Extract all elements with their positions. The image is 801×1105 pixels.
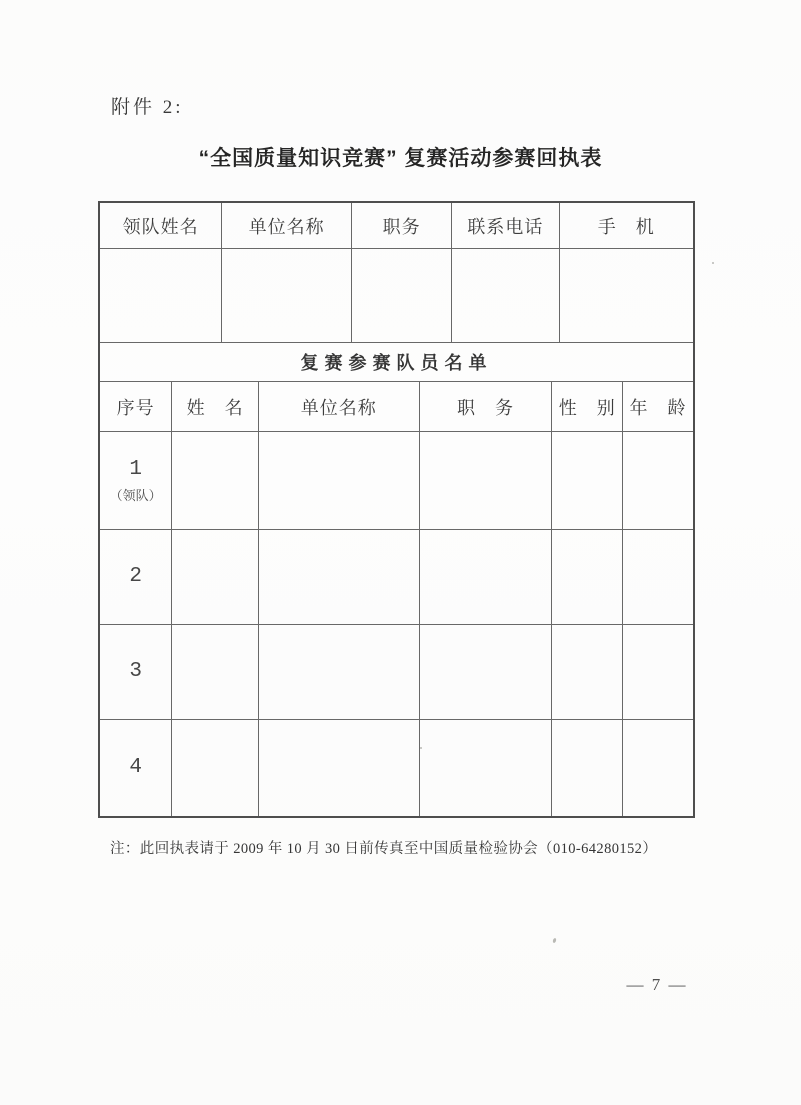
scan-speckle: [712, 262, 714, 264]
roster-row-2: [100, 530, 693, 625]
empty-cell: [623, 625, 693, 719]
empty-cell: [259, 432, 420, 529]
roster-header-position: 职 务: [420, 382, 553, 431]
leader-header-mobile: 手 机: [597, 216, 655, 237]
roster-header-age: 年 龄: [629, 397, 687, 418]
fax-footnote: 注：此回执表请于 2009 年 10 月 30 日前传真至中国质量检验协会（010-64280152）: [110, 841, 658, 857]
row-number-cell: [100, 720, 172, 816]
leader-header-unit: 单位名称: [222, 203, 352, 248]
row-number-cell: [100, 432, 172, 529]
attachment-label: 附件 2:: [111, 97, 184, 118]
scan-speckle: [552, 938, 556, 944]
empty-cell: [623, 530, 693, 624]
roster-header-no: 序号: [100, 382, 172, 431]
empty-cell: [623, 432, 693, 529]
row-number: 2: [129, 565, 142, 589]
roster-row-3: [100, 625, 693, 720]
empty-cell: [420, 625, 553, 719]
row-number-cell: [100, 530, 172, 624]
empty-cell: [420, 432, 553, 529]
roster-header-unit: 单位名称: [259, 382, 420, 431]
empty-cell: [552, 625, 623, 719]
roster-row-1: [100, 432, 693, 530]
empty-cell: [552, 530, 623, 624]
row-number-cell: [100, 625, 172, 719]
empty-cell: [172, 625, 259, 719]
page-number: — 7 —: [626, 975, 688, 994]
leader-position-cell: [352, 249, 452, 342]
leader-header-position: 职务: [352, 203, 452, 248]
empty-cell: [420, 720, 553, 816]
leader-mobile-cell: [560, 249, 693, 342]
scan-speckle: [420, 747, 422, 749]
empty-cell: [552, 720, 623, 816]
leader-header-name: 领队姓名: [100, 203, 222, 248]
leader-phone-cell: [452, 249, 559, 342]
roster-row-4: [100, 720, 693, 816]
empty-cell: [420, 530, 553, 624]
empty-cell: [259, 530, 420, 624]
reply-form-table: [98, 201, 695, 818]
empty-cell: [172, 530, 259, 624]
leader-name-cell: [100, 249, 222, 342]
roster-section-title: 复赛参赛队员名单: [100, 343, 693, 382]
leader-header-row: [100, 203, 693, 249]
roster-header-row: [100, 382, 693, 432]
roster-header-gender: 性 别: [552, 382, 623, 431]
empty-cell: [172, 432, 259, 529]
page-title: “全国质量知识竞赛” 复赛活动参赛回执表: [198, 147, 603, 170]
row-number-note: （领队）: [109, 488, 162, 504]
roster-header-name: 姓 名: [172, 382, 259, 431]
row-number: 1: [129, 457, 142, 481]
row-number: 3: [129, 660, 142, 684]
row-number: 4: [129, 756, 142, 780]
empty-cell: [172, 720, 259, 816]
leader-header-phone: 联系电话: [452, 203, 559, 248]
empty-cell: [552, 432, 623, 529]
empty-cell: [623, 720, 693, 816]
empty-cell: [259, 625, 420, 719]
leader-unit-cell: [222, 249, 352, 342]
empty-cell: [259, 720, 420, 816]
leader-value-row: [100, 249, 693, 343]
